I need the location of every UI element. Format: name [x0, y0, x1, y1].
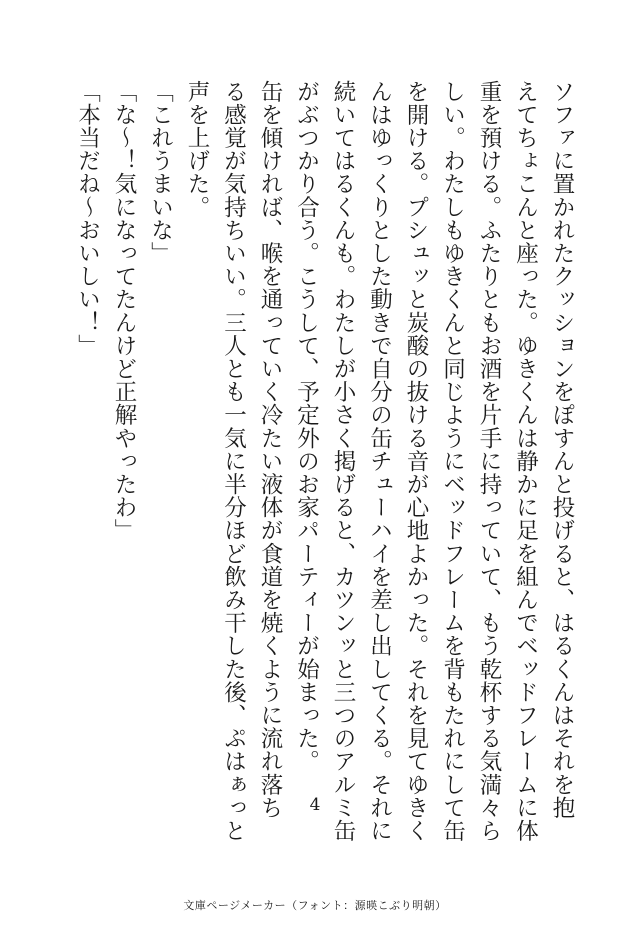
text-line-11: 声を上げた。 [184, 80, 210, 219]
text-line-10: る感覚が気持ちいい。三人とも一気に半分ほど飲み干した後、ぷはぁっと [220, 80, 247, 843]
text-line-1: ソファに置かれたクッションをぽすんと投げると、はるくんはそれを抱 [549, 80, 575, 820]
text-line-14: 「本当だね〜おいしい！」 [74, 80, 101, 358]
text-line-8: がぶつかり合う。こうして、予定外のお家パーティーが始まった。 [293, 80, 320, 773]
text-line-3: 重を預ける。ふたりともお酒を片手に持っていて、もう乾杯する気満々ら [476, 80, 502, 843]
footer-credit: 文庫ページメーカー（フォント：源暎こぶり明朝） [183, 899, 447, 912]
text-line-4: しい。わたしもゆきくんと同じようにベッドフレームを背もたれにして缶 [439, 80, 466, 843]
vertical-text-body [69, 80, 580, 843]
text-line-6: んはゆっくりとした動きで自分の缶チューハイを差し出してくる。それに [366, 80, 393, 843]
text-line-12: 「これうまいな」 [147, 80, 174, 265]
text-line-5: を開ける。プシュッと炭酸の抜ける音が心地よかった。それを見てゆきく [403, 80, 429, 843]
page-number: 4 [309, 795, 321, 815]
text-line-2: えてちょこんと座った。ゆきくんは静かに足を組んでベッドフレームに体 [512, 80, 539, 843]
text-line-13: 「な〜！気になってたんけど正解やったわ」 [111, 80, 137, 542]
text-line-7: 続いてはるくんも。わたしが小さく掲げると、カツンッと三つのアルミ缶 [330, 80, 356, 843]
text-line-9: 缶を傾ければ、喉を通っていく冷たい液体が食道を焼くように流れ落ち [257, 80, 283, 820]
